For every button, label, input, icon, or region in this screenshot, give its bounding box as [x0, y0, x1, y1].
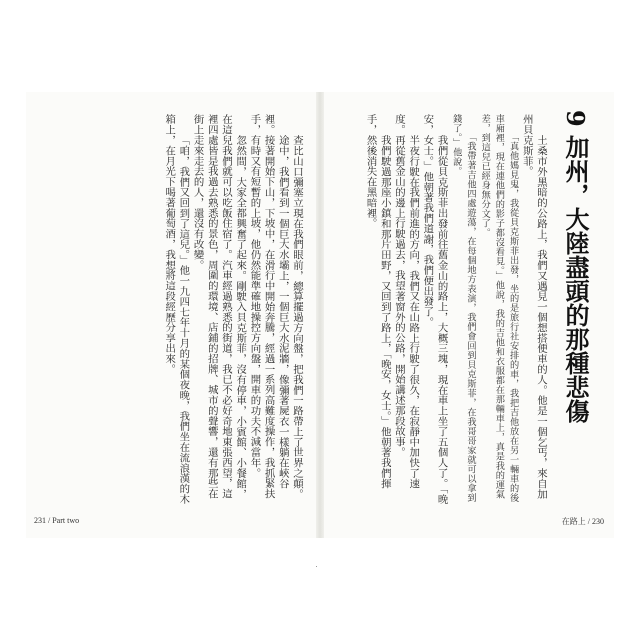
chapter-title: 9 加州，大陸盡頭的那種悲傷 — [561, 110, 590, 424]
paragraph: 「我帶著吉他四處遊蕩，在每個地方表演，我們會回到貝克斯菲，在我哥哥家就可以拿到錢了。」他說。 — [450, 114, 476, 503]
right-page-text — [334, 114, 548, 509]
paragraph: 途中，我們看到一個巨大水壩上，一個巨大水泥牆，像彌著屍衣一樣躺在峽谷裡。接著開始下山，下坡中，在滑行中開始奔騰，經過一系列高難度操作，我抓緊扶手，有時又有短暫的上坡，他仍然能準確地操控方向盤，開車的功夫不減當年。 — [248, 114, 289, 499]
paragraph: 半夜行駛在我們前進的方向，我們又在山路上行駛了很久，在寂靜中加快了速度。再從舊金山的邊上行駛過去，我望著窗外的公路，開始講述那段故事。 — [392, 114, 420, 489]
right-page — [324, 92, 614, 538]
left-page-text — [46, 114, 304, 509]
paragraph: 我們駛過那座小鎮和那片田野，又回到了路上，「晚安，女士。」他朝著我們揮手，然後消失在黑暗裡。 — [364, 114, 391, 489]
paragraph: 土桑市外黑暗的公路上，我們又遇見一個想搭便車的人。他是一個乞丐，來自加州貝克斯菲。 — [520, 114, 547, 499]
speck — [316, 566, 317, 567]
paragraph: 我們從貝克斯菲出發前往舊金山的路上，大概三塊，現在車上坐了五個人了。「晚安，女士。」他朝著我們道謝，我們便出發了。 — [421, 114, 448, 504]
book-gutter — [316, 92, 324, 538]
left-page — [26, 92, 316, 538]
page-folio-left: 231 / Part two — [34, 516, 80, 525]
book-spread — [26, 92, 614, 538]
paragraph: 忽然間，大家全都興奮了起來。剛駛入貝克斯菲，沒有停車，小賓館、小餐館，在這兒我們就可以吃飯住宿了。汽車經過熟悉的街道，我已不必好奇地東張西望，這裡四處皆是我過去熟悉的景色，周圍的環境、店鋪的招牌、城市的聲響，還有那些在街上走來走去的人，還沒有改變。 — [191, 114, 247, 499]
paragraph: 「咱，我們又回到了這兒。」他一九四七年十月的某個夜晚，我們坐在流浪漢的木箱上，在月光下喝著葡萄酒，我想將這段經歷分享出來。 — [163, 114, 190, 504]
paragraph: 「真他媽見鬼，我從貝克斯菲出發，坐的是旅行社安排的車，我把吉他放在另一輛車的後車廂裡，現在連他們的影子都沒看見。」他說，我的吉他和衣服都在那輛車上，真是我的運氣差，到這兒已經身無分文了。 — [479, 114, 519, 503]
paragraph: 查比山口彌塞立現在我們眼前，總算擺過方向盤，把我們一路帶上了世界之顛。 — [291, 134, 303, 499]
page-folio-right: 在路上 / 230 — [561, 517, 604, 526]
